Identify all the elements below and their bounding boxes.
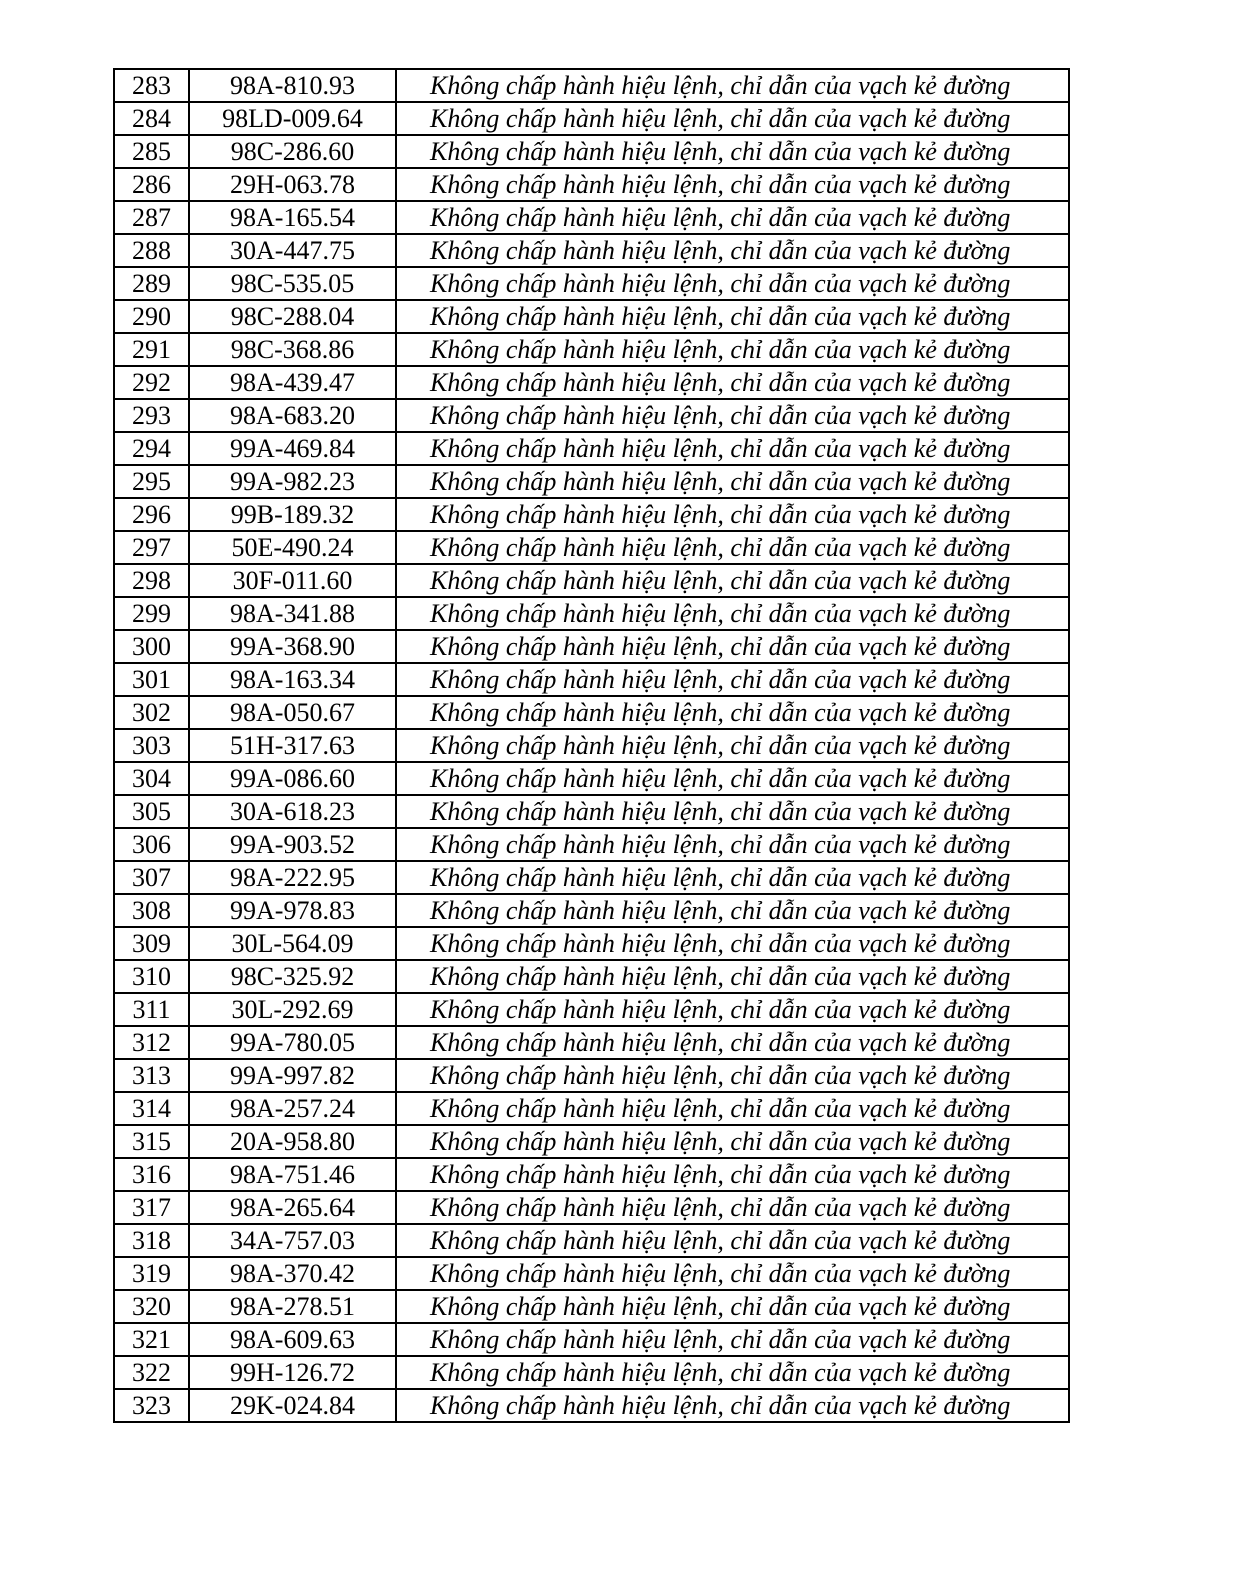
- violation-description-cell: Không chấp hành hiệu lệnh, chỉ dẫn của vạch kẻ đường: [396, 894, 1069, 927]
- row-number-cell: 294: [114, 432, 189, 465]
- row-number-cell: 323: [114, 1389, 189, 1422]
- table-row: [114, 135, 1069, 168]
- row-number-cell: 314: [114, 1092, 189, 1125]
- row-number-cell: 316: [114, 1158, 189, 1191]
- table-row: [114, 894, 1069, 927]
- row-number-cell: 312: [114, 1026, 189, 1059]
- row-number-cell: 304: [114, 762, 189, 795]
- violation-description-cell: Không chấp hành hiệu lệnh, chỉ dẫn của vạch kẻ đường: [396, 498, 1069, 531]
- violations-table: [113, 68, 1070, 1423]
- violation-description-cell: Không chấp hành hiệu lệnh, chỉ dẫn của vạch kẻ đường: [396, 861, 1069, 894]
- violation-description-cell: Không chấp hành hiệu lệnh, chỉ dẫn của vạch kẻ đường: [396, 828, 1069, 861]
- table-row: [114, 993, 1069, 1026]
- row-number-cell: 292: [114, 366, 189, 399]
- violation-description-cell: Không chấp hành hiệu lệnh, chỉ dẫn của vạch kẻ đường: [396, 993, 1069, 1026]
- violation-description-cell: Không chấp hành hiệu lệnh, chỉ dẫn của vạch kẻ đường: [396, 597, 1069, 630]
- license-plate-cell: 99A-780.05: [189, 1026, 396, 1059]
- violation-description-cell: Không chấp hành hiệu lệnh, chỉ dẫn của vạch kẻ đường: [396, 300, 1069, 333]
- table-row: [114, 663, 1069, 696]
- table-row: [114, 1125, 1069, 1158]
- table-row: [114, 201, 1069, 234]
- violation-description-cell: Không chấp hành hiệu lệnh, chỉ dẫn của vạch kẻ đường: [396, 465, 1069, 498]
- violation-description-cell: Không chấp hành hiệu lệnh, chỉ dẫn của vạch kẻ đường: [396, 135, 1069, 168]
- table-row: [114, 168, 1069, 201]
- table-row: [114, 1026, 1069, 1059]
- table-row: [114, 366, 1069, 399]
- license-plate-cell: 99H-126.72: [189, 1356, 396, 1389]
- license-plate-cell: 98A-341.88: [189, 597, 396, 630]
- row-number-cell: 293: [114, 399, 189, 432]
- table-row: [114, 795, 1069, 828]
- license-plate-cell: 30F-011.60: [189, 564, 396, 597]
- table-row: [114, 1389, 1069, 1422]
- table-body: [114, 69, 1069, 1422]
- table-row: [114, 762, 1069, 795]
- row-number-cell: 321: [114, 1323, 189, 1356]
- license-plate-cell: 30A-447.75: [189, 234, 396, 267]
- violation-description-cell: Không chấp hành hiệu lệnh, chỉ dẫn của vạch kẻ đường: [396, 366, 1069, 399]
- row-number-cell: 315: [114, 1125, 189, 1158]
- row-number-cell: 313: [114, 1059, 189, 1092]
- license-plate-cell: 98C-325.92: [189, 960, 396, 993]
- row-number-cell: 298: [114, 564, 189, 597]
- violation-description-cell: Không chấp hành hiệu lệnh, chỉ dẫn của vạch kẻ đường: [396, 1092, 1069, 1125]
- license-plate-cell: 98C-288.04: [189, 300, 396, 333]
- violation-description-cell: Không chấp hành hiệu lệnh, chỉ dẫn của vạch kẻ đường: [396, 201, 1069, 234]
- license-plate-cell: 98C-368.86: [189, 333, 396, 366]
- violation-description-cell: Không chấp hành hiệu lệnh, chỉ dẫn của vạch kẻ đường: [396, 267, 1069, 300]
- license-plate-cell: 98A-050.67: [189, 696, 396, 729]
- violation-description-cell: Không chấp hành hiệu lệnh, chỉ dẫn của vạch kẻ đường: [396, 795, 1069, 828]
- violation-description-cell: Không chấp hành hiệu lệnh, chỉ dẫn của vạch kẻ đường: [396, 1323, 1069, 1356]
- violation-description-cell: Không chấp hành hiệu lệnh, chỉ dẫn của vạch kẻ đường: [396, 69, 1069, 102]
- row-number-cell: 309: [114, 927, 189, 960]
- table-row: [114, 1224, 1069, 1257]
- violation-description-cell: Không chấp hành hiệu lệnh, chỉ dẫn của vạch kẻ đường: [396, 1356, 1069, 1389]
- violation-description-cell: Không chấp hành hiệu lệnh, chỉ dẫn của vạch kẻ đường: [396, 102, 1069, 135]
- violation-description-cell: Không chấp hành hiệu lệnh, chỉ dẫn của vạch kẻ đường: [396, 1191, 1069, 1224]
- row-number-cell: 288: [114, 234, 189, 267]
- license-plate-cell: 98A-165.54: [189, 201, 396, 234]
- table-row: [114, 432, 1069, 465]
- violation-description-cell: Không chấp hành hiệu lệnh, chỉ dẫn của vạch kẻ đường: [396, 960, 1069, 993]
- license-plate-cell: 20A-958.80: [189, 1125, 396, 1158]
- row-number-cell: 318: [114, 1224, 189, 1257]
- table-row: [114, 1092, 1069, 1125]
- violation-description-cell: Không chấp hành hiệu lệnh, chỉ dẫn của vạch kẻ đường: [396, 1257, 1069, 1290]
- row-number-cell: 287: [114, 201, 189, 234]
- license-plate-cell: 30L-292.69: [189, 993, 396, 1026]
- license-plate-cell: 98A-439.47: [189, 366, 396, 399]
- table-row: [114, 861, 1069, 894]
- license-plate-cell: 99A-903.52: [189, 828, 396, 861]
- row-number-cell: 301: [114, 663, 189, 696]
- table-row: [114, 267, 1069, 300]
- license-plate-cell: 51H-317.63: [189, 729, 396, 762]
- table-row: [114, 630, 1069, 663]
- row-number-cell: 300: [114, 630, 189, 663]
- row-number-cell: 290: [114, 300, 189, 333]
- table-row: [114, 465, 1069, 498]
- table-row: [114, 1191, 1069, 1224]
- table-row: [114, 1290, 1069, 1323]
- violation-description-cell: Không chấp hành hiệu lệnh, chỉ dẫn của vạch kẻ đường: [396, 234, 1069, 267]
- row-number-cell: 296: [114, 498, 189, 531]
- table-row: [114, 399, 1069, 432]
- license-plate-cell: 50E-490.24: [189, 531, 396, 564]
- license-plate-cell: 98A-609.63: [189, 1323, 396, 1356]
- violation-description-cell: Không chấp hành hiệu lệnh, chỉ dẫn của vạch kẻ đường: [396, 762, 1069, 795]
- violation-description-cell: Không chấp hành hiệu lệnh, chỉ dẫn của vạch kẻ đường: [396, 1290, 1069, 1323]
- license-plate-cell: 98A-257.24: [189, 1092, 396, 1125]
- row-number-cell: 310: [114, 960, 189, 993]
- violation-description-cell: Không chấp hành hiệu lệnh, chỉ dẫn của vạch kẻ đường: [396, 630, 1069, 663]
- row-number-cell: 303: [114, 729, 189, 762]
- row-number-cell: 291: [114, 333, 189, 366]
- license-plate-cell: 98A-683.20: [189, 399, 396, 432]
- table-row: [114, 1158, 1069, 1191]
- table-row: [114, 564, 1069, 597]
- license-plate-cell: 98C-535.05: [189, 267, 396, 300]
- table-row: [114, 234, 1069, 267]
- violation-description-cell: Không chấp hành hiệu lệnh, chỉ dẫn của vạch kẻ đường: [396, 729, 1069, 762]
- license-plate-cell: 34A-757.03: [189, 1224, 396, 1257]
- row-number-cell: 308: [114, 894, 189, 927]
- table-row: [114, 1257, 1069, 1290]
- table-row: [114, 531, 1069, 564]
- violation-description-cell: Không chấp hành hiệu lệnh, chỉ dẫn của vạch kẻ đường: [396, 663, 1069, 696]
- license-plate-cell: 98A-370.42: [189, 1257, 396, 1290]
- row-number-cell: 320: [114, 1290, 189, 1323]
- table-row: [114, 1356, 1069, 1389]
- license-plate-cell: 30A-618.23: [189, 795, 396, 828]
- license-plate-cell: 99A-982.23: [189, 465, 396, 498]
- license-plate-cell: 99B-189.32: [189, 498, 396, 531]
- license-plate-cell: 98A-265.64: [189, 1191, 396, 1224]
- table-row: [114, 1059, 1069, 1092]
- row-number-cell: 284: [114, 102, 189, 135]
- row-number-cell: 283: [114, 69, 189, 102]
- row-number-cell: 319: [114, 1257, 189, 1290]
- violation-description-cell: Không chấp hành hiệu lệnh, chỉ dẫn của vạch kẻ đường: [396, 1125, 1069, 1158]
- violation-description-cell: Không chấp hành hiệu lệnh, chỉ dẫn của vạch kẻ đường: [396, 564, 1069, 597]
- row-number-cell: 317: [114, 1191, 189, 1224]
- violation-description-cell: Không chấp hành hiệu lệnh, chỉ dẫn của vạch kẻ đường: [396, 1158, 1069, 1191]
- violation-description-cell: Không chấp hành hiệu lệnh, chỉ dẫn của vạch kẻ đường: [396, 1026, 1069, 1059]
- license-plate-cell: 99A-469.84: [189, 432, 396, 465]
- row-number-cell: 311: [114, 993, 189, 1026]
- table-row: [114, 927, 1069, 960]
- license-plate-cell: 99A-997.82: [189, 1059, 396, 1092]
- row-number-cell: 307: [114, 861, 189, 894]
- table-row: [114, 333, 1069, 366]
- row-number-cell: 289: [114, 267, 189, 300]
- license-plate-cell: 98A-163.34: [189, 663, 396, 696]
- table-row: [114, 69, 1069, 102]
- table-row: [114, 300, 1069, 333]
- row-number-cell: 286: [114, 168, 189, 201]
- table-row: [114, 102, 1069, 135]
- row-number-cell: 322: [114, 1356, 189, 1389]
- table-row: [114, 1323, 1069, 1356]
- row-number-cell: 297: [114, 531, 189, 564]
- row-number-cell: 305: [114, 795, 189, 828]
- table-row: [114, 729, 1069, 762]
- violation-description-cell: Không chấp hành hiệu lệnh, chỉ dẫn của vạch kẻ đường: [396, 531, 1069, 564]
- table-row: [114, 498, 1069, 531]
- license-plate-cell: 30L-564.09: [189, 927, 396, 960]
- license-plate-cell: 98A-810.93: [189, 69, 396, 102]
- violation-description-cell: Không chấp hành hiệu lệnh, chỉ dẫn của vạch kẻ đường: [396, 168, 1069, 201]
- table-row: [114, 960, 1069, 993]
- license-plate-cell: 98LD-009.64: [189, 102, 396, 135]
- violation-description-cell: Không chấp hành hiệu lệnh, chỉ dẫn của vạch kẻ đường: [396, 696, 1069, 729]
- table-row: [114, 828, 1069, 861]
- license-plate-cell: 29K-024.84: [189, 1389, 396, 1422]
- license-plate-cell: 98C-286.60: [189, 135, 396, 168]
- table-row: [114, 696, 1069, 729]
- violation-description-cell: Không chấp hành hiệu lệnh, chỉ dẫn của vạch kẻ đường: [396, 333, 1069, 366]
- violation-description-cell: Không chấp hành hiệu lệnh, chỉ dẫn của vạch kẻ đường: [396, 399, 1069, 432]
- table-row: [114, 597, 1069, 630]
- license-plate-cell: 99A-368.90: [189, 630, 396, 663]
- violation-description-cell: Không chấp hành hiệu lệnh, chỉ dẫn của vạch kẻ đường: [396, 927, 1069, 960]
- violation-description-cell: Không chấp hành hiệu lệnh, chỉ dẫn của vạch kẻ đường: [396, 1389, 1069, 1422]
- row-number-cell: 295: [114, 465, 189, 498]
- license-plate-cell: 99A-978.83: [189, 894, 396, 927]
- row-number-cell: 299: [114, 597, 189, 630]
- row-number-cell: 306: [114, 828, 189, 861]
- row-number-cell: 285: [114, 135, 189, 168]
- row-number-cell: 302: [114, 696, 189, 729]
- license-plate-cell: 98A-751.46: [189, 1158, 396, 1191]
- license-plate-cell: 99A-086.60: [189, 762, 396, 795]
- license-plate-cell: 98A-222.95: [189, 861, 396, 894]
- violation-description-cell: Không chấp hành hiệu lệnh, chỉ dẫn của vạch kẻ đường: [396, 1224, 1069, 1257]
- license-plate-cell: 29H-063.78: [189, 168, 396, 201]
- license-plate-cell: 98A-278.51: [189, 1290, 396, 1323]
- violation-description-cell: Không chấp hành hiệu lệnh, chỉ dẫn của vạch kẻ đường: [396, 1059, 1069, 1092]
- violation-description-cell: Không chấp hành hiệu lệnh, chỉ dẫn của vạch kẻ đường: [396, 432, 1069, 465]
